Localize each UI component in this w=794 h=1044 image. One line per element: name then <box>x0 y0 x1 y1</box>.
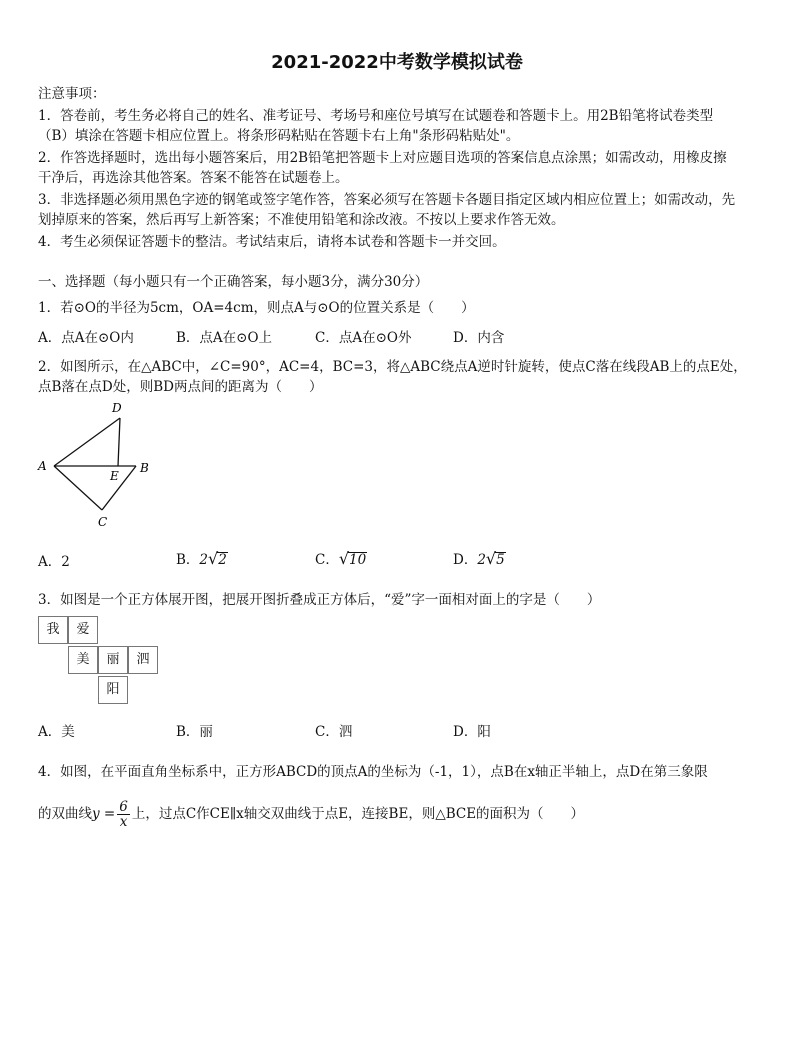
segment-ac <box>54 466 102 510</box>
net-cell-li: 丽 <box>98 646 128 674</box>
note-2-line-2: 干净后，再选涂其他答案。答案不能答在试题卷上。 <box>38 170 349 186</box>
section-heading: 一、选择题（每小题只有一个正确答案，每小题3分，满分30分） <box>38 274 429 290</box>
label-c: C <box>98 515 108 529</box>
segment-de <box>118 418 120 466</box>
note-1-line-2: （B）填涂在答题卡相应位置上。将条形码粘贴在答题卡右上角"条形码粘贴处"。 <box>38 128 520 144</box>
question-1-stem: 1．若⊙O的半径为5cm，OA=4cm，则点A与⊙O的位置关系是（ ） <box>38 300 475 316</box>
net-cell-yang: 阳 <box>98 676 128 704</box>
q3-option-c[interactable]: C．泗 <box>315 724 353 740</box>
note-2-line-1: 2．作答选择题时，选出每小题答案后，用2B铅笔把答题卡上对应题目选项的答案信息点涂黑；如需改动，用橡皮擦 <box>38 150 727 166</box>
q3-option-d[interactable]: D．阳 <box>453 724 491 740</box>
q2-option-b-radicand: 2 <box>218 552 227 568</box>
q3-option-b[interactable]: B．丽 <box>176 724 213 740</box>
q2-option-c-radicand: 10 <box>349 552 367 568</box>
q2-option-b[interactable] <box>176 548 228 568</box>
segment-cb <box>102 466 136 510</box>
net-cell-mei: 美 <box>68 646 98 674</box>
label-e: E <box>110 469 119 483</box>
q2-option-c[interactable] <box>315 548 367 568</box>
q4-text-part-1: 的双曲线 <box>38 806 92 822</box>
cube-net-figure <box>38 616 162 706</box>
q2-option-b-coef: 2 <box>199 552 209 568</box>
note-4: 4．考生必须保证答题卡的整洁。考试结束后，请将本试卷和答题卡一并交回。 <box>38 234 506 250</box>
triangle-rotation-figure <box>34 398 164 530</box>
q1-option-c[interactable]: C．点A在⊙O外 <box>315 330 412 346</box>
radical-sign: √ <box>485 549 497 568</box>
q2-option-c-prefix: C． <box>315 552 339 568</box>
q4-fraction-numerator: 6 <box>119 799 128 815</box>
q2-option-a[interactable]: A．2 <box>38 554 70 570</box>
q2-option-d-coef: 2 <box>477 552 486 568</box>
note-1-line-1: 1．答卷前，考生务必将自己的姓名、准考证号、考场号和座位号填写在试题卷和答题卡上。用2B铅笔将试卷类型 <box>38 108 714 124</box>
label-d: D <box>112 401 122 415</box>
q4-text-part-2: 上，过点C作CE∥x轴交双曲线于点E，连接BE，则△BCE的面积为（ ） <box>131 806 585 822</box>
question-3-stem: 3．如图是一个正方体展开图，把展开图折叠成正方体后，“爱”字一面相对面上的字是（ ） <box>38 592 601 608</box>
question-2-stem-line-1: 2．如图所示，在△ABC中，∠C=90°，AC=4，BC=3，将△ABC绕点A逆时针旋转，使点C落在线段AB上的点E处， <box>38 359 747 375</box>
q4-fraction-denominator: x <box>119 814 128 830</box>
question-4-stem-line-2 <box>38 800 584 829</box>
note-3-line-1: 3．非选择题必须用黑色字迹的钢笔或签字笔作答，答案必须写在答题卡各题目指定区域内相应位置上；如需改动，先 <box>38 192 736 208</box>
page-title: 2021-2022中考数学模拟试卷 <box>271 52 523 73</box>
note-3-line-2: 划掉原来的答案，然后再写上新答案；不准使用铅笔和涂改液。不按以上要求作答无效。 <box>38 212 565 228</box>
q2-option-d-prefix: D． <box>453 552 478 568</box>
q1-option-d[interactable]: D．内含 <box>453 330 505 346</box>
q4-fraction <box>117 800 130 829</box>
radical-sign: √ <box>338 549 350 568</box>
segment-ad <box>54 418 120 466</box>
label-a: A <box>38 459 47 473</box>
q2-option-d[interactable] <box>453 548 506 568</box>
question-4-stem-line-1: 4．如图，在平面直角坐标系中，正方形ABCD的顶点A的坐标为（-1，1），点B在x轴正半轴上，点D在第三象限 <box>38 764 708 780</box>
q2-option-b-prefix: B． <box>176 552 200 568</box>
q1-option-b[interactable]: B．点A在⊙O上 <box>176 330 273 346</box>
q4-equation-lhs: y = <box>92 806 116 822</box>
net-cell-si: 泗 <box>128 646 158 674</box>
net-cell-wo: 我 <box>38 616 68 644</box>
question-2-stem-line-2: 点B落在点D处，则BD两点间的距离为（ ） <box>38 379 323 395</box>
q3-option-a[interactable]: A．美 <box>38 724 75 740</box>
q1-option-a[interactable]: A．点A在⊙O内 <box>38 330 134 346</box>
radical-sign: √ <box>208 549 219 568</box>
q2-option-d-radicand: 5 <box>496 552 505 568</box>
net-cell-ai: 爱 <box>68 616 98 644</box>
notes-heading: 注意事项： <box>38 86 106 102</box>
label-b: B <box>140 461 149 475</box>
